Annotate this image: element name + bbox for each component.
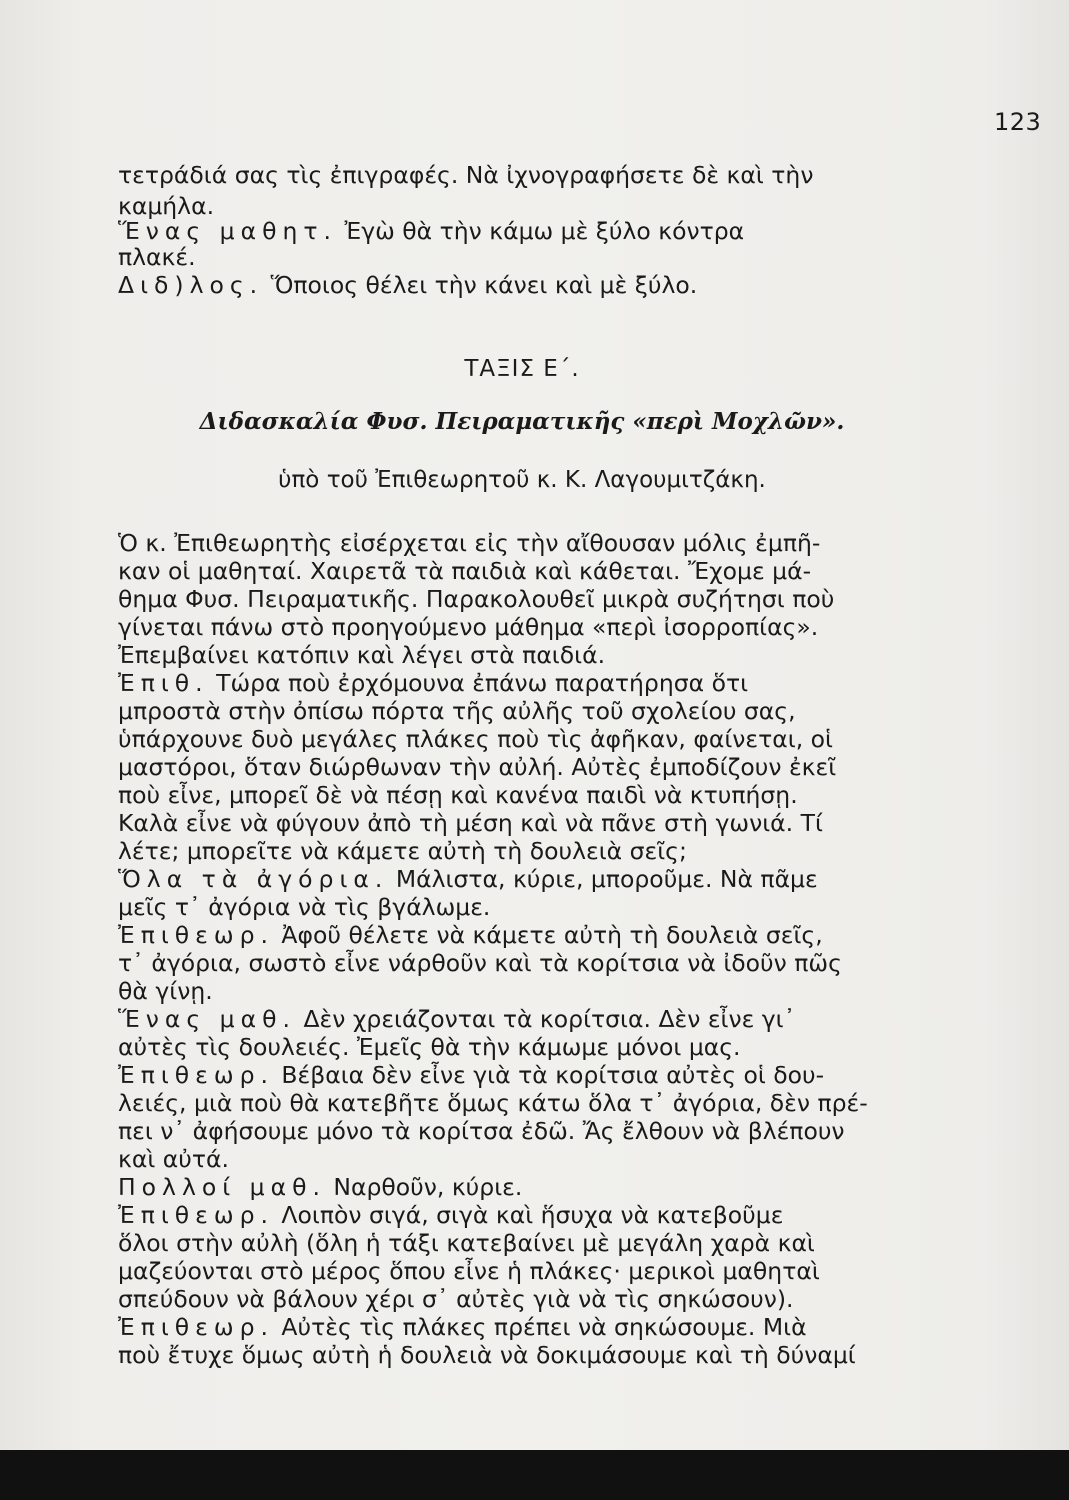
text-line xyxy=(118,613,818,641)
line-text: τετράδιά σας τὶς ἐπιγραφές. Νὰ ἰχνογραφήσετε δὲ καὶ τὴν xyxy=(118,161,814,189)
text-line xyxy=(118,1257,820,1285)
byline: ὑπὸ τοῦ Ἐπιθεωρητοῦ κ. Κ. Λαγουμιτζάκη. xyxy=(278,467,766,493)
text-line xyxy=(118,669,748,697)
line-text: σπεύδουν νὰ βάλουν χέρι σ᾽ αὐτὲς γιὰ νὰ τὶς σηκώσουν). xyxy=(118,1285,794,1313)
line-text: μπροστὰ στὴν ὀπίσω πόρτα τῆς αὐλῆς τοῦ σχολείου σας, xyxy=(118,697,796,725)
line-text: καν οἱ μαθηταί. Χαιρετᾶ τὰ παιδιὰ καὶ κάθεται. Ἔχομε μά- xyxy=(118,557,812,585)
line-text: καὶ αὐτά. xyxy=(118,1145,229,1173)
text-line xyxy=(118,1285,794,1313)
line-text: θημα Φυσ. Πειραματικῆς. Παρακολουθεῖ μικρὰ συζήτησι ποὺ xyxy=(118,585,835,613)
line-text: Αὐτὲς τὶς πλάκες πρέπει νὰ σηκώσουμε. Μιὰ xyxy=(273,1313,807,1341)
text-line xyxy=(118,529,820,557)
text-line xyxy=(118,557,811,585)
text-line xyxy=(118,1173,522,1201)
text-line xyxy=(118,1089,868,1117)
line-text: Ἐγὼ θὰ τὴν κάμω μὲ ξύλο κόντρα xyxy=(337,217,745,245)
line-text: Τώρα ποὺ ἐρχόμουνα ἐπάνω παρατήρησα ὅτι xyxy=(208,669,749,697)
speaker-label: Ἐπιθεωρ. xyxy=(118,921,274,949)
text-line xyxy=(118,893,490,921)
speaker-label: Ἐπιθεωρ. xyxy=(118,1201,274,1229)
text-line xyxy=(118,641,605,669)
text-line xyxy=(118,1201,783,1229)
text-line xyxy=(118,1117,845,1145)
text-line xyxy=(118,192,214,220)
speaker-label: Ἕνας μαθητ. xyxy=(118,217,338,245)
line-text: Καλὰ εἶνε νὰ φύγουν ἀπὸ τὴ μέση καὶ νὰ πᾶνε στὴ γωνιά. Τί xyxy=(118,809,823,837)
text-line xyxy=(118,217,744,245)
speaker-label: Ὅλα τὰ ἀγόρια. xyxy=(118,865,389,893)
line-text: ὅλοι στὴν αὐλὴ (ὅλη ἡ τάξι κατεβαίνει μὲ μεγάλη χαρὰ καὶ xyxy=(118,1229,815,1257)
line-text: μαστόροι, ὅταν διώρθωναν τὴν αὐλή. Αὐτὲς ἐμποδίζουν ἐκεῖ xyxy=(118,753,837,781)
text-line xyxy=(118,697,796,725)
text-line xyxy=(118,753,836,781)
text-line xyxy=(118,865,818,893)
text-line xyxy=(118,1313,807,1341)
speaker-label: Ἐπιθεωρ. xyxy=(118,1313,274,1341)
line-text: καμήλα. xyxy=(118,192,215,220)
text-line xyxy=(118,977,213,1005)
line-text: τ᾽ ἀγόρια, σωστὸ εἶνε νάρθοῦν καὶ τὰ κορίτσια νὰ ἰδοῦν πῶς xyxy=(118,949,842,977)
speaker-label: Ἐπιθεωρ. xyxy=(118,1061,274,1089)
text-line xyxy=(118,243,196,271)
line-text: λειές, μιὰ ποὺ θὰ κατεβῆτε ὅμως κάτω ὅλα τ᾽ ἀγόρια, δὲν πρέ- xyxy=(118,1089,868,1117)
text-line xyxy=(118,1145,229,1173)
line-text: θὰ γίνῃ. xyxy=(118,977,213,1005)
speaker-label: Διδ)λος. xyxy=(118,271,264,299)
text-line xyxy=(118,1341,856,1369)
line-text: πλακέ. xyxy=(118,243,196,271)
lesson-title: Διδασκαλία Φυσ. Πειραματικῆς «περὶ Μοχλῶν». xyxy=(199,408,845,435)
section-heading: ΤΑΞΙΣ Ε΄. xyxy=(464,356,580,382)
text-line xyxy=(118,921,823,949)
scan-edge-band xyxy=(0,1450,1069,1500)
line-text: Ὁ κ. Ἐπιθεωρητὴς εἰσέρχεται εἰς τὴν αἴθουσαν μόλις ἐμπῆ- xyxy=(118,529,821,557)
line-text: αὐτὲς τὶς δουλειές. Ἐμεῖς θὰ τὴν κάμωμε μόνοι μας. xyxy=(118,1033,741,1061)
page-number: 123 xyxy=(994,108,1042,136)
text-line xyxy=(118,949,842,977)
text-line xyxy=(118,725,833,753)
text-line xyxy=(118,161,813,189)
line-text: γίνεται πάνω στὸ προηγούμενο μάθημα «περὶ ἰσορροπίας». xyxy=(118,613,819,641)
speaker-label: Πολλοί μαθ. xyxy=(118,1173,326,1201)
text-line xyxy=(118,585,834,613)
speaker-label: Ἕνας μαθ. xyxy=(118,1005,296,1033)
text-line xyxy=(118,1229,815,1257)
line-text: Μάλιστα, κύριε, μποροῦμε. Νὰ πᾶμε xyxy=(388,865,818,893)
line-text: Ἀφοῦ θέλετε νὰ κάμετε αὐτὴ τὴ δουλειὰ σεῖς, xyxy=(273,921,823,949)
text-line xyxy=(118,1005,795,1033)
speaker-label: Ἐπιθ. xyxy=(118,669,209,697)
line-text: Ἐπεμβαίνει κατόπιν καὶ λέγει στὰ παιδιά. xyxy=(118,641,606,669)
line-text: Λοιπὸν σιγά, σιγὰ καὶ ἥσυχα νὰ κατεβοῦμε xyxy=(273,1201,784,1229)
text-line xyxy=(118,809,823,837)
line-text: ποὺ εἶνε, μπορεῖ δὲ νὰ πέσῃ καὶ κανένα παιδὶ νὰ κτυπήσῃ. xyxy=(118,781,798,809)
text-line xyxy=(118,781,798,809)
line-text: Ὅποιος θέλει τὴν κάνει καὶ μὲ ξύλο. xyxy=(263,271,698,299)
text-line xyxy=(118,1033,741,1061)
text-line xyxy=(118,271,697,299)
line-text: ποὺ ἔτυχε ὅμως αὐτὴ ἡ δουλειὰ νὰ δοκιμάσουμε καὶ τὴ δύναμί xyxy=(118,1341,856,1369)
line-text: Ναρθοῦν, κύριε. xyxy=(325,1173,523,1201)
line-text: πει ν᾽ ἀφήσουμε μόνο τὰ κορίτσα ἐδῶ. Ἄς ἔλθουν νὰ βλέπουν xyxy=(118,1117,845,1145)
line-text: ὑπάρχουνε δυὸ μεγάλες πλάκες ποὺ τὶς ἀφῆκαν, φαίνεται, οἱ xyxy=(118,725,833,753)
text-line xyxy=(118,837,687,865)
line-text: Δὲν χρειάζονται τὰ κορίτσια. Δὲν εἶνε γι᾽ xyxy=(295,1005,796,1033)
line-text: μεῖς τ᾽ ἀγόρια νὰ τὶς βγάλωμε. xyxy=(118,893,491,921)
line-text: λέτε; μπορεῖτε νὰ κάμετε αὐτὴ τὴ δουλειὰ σεῖς; xyxy=(118,837,687,865)
text-line xyxy=(118,1061,824,1089)
line-text: μαζεύονται στὸ μέρος ὅπου εἶνε ἡ πλάκες· μερικοὶ μαθηταὶ xyxy=(118,1257,820,1285)
line-text: Βέβαια δὲν εἶνε γιὰ τὰ κορίτσια αὐτὲς οἱ δου- xyxy=(273,1061,825,1089)
